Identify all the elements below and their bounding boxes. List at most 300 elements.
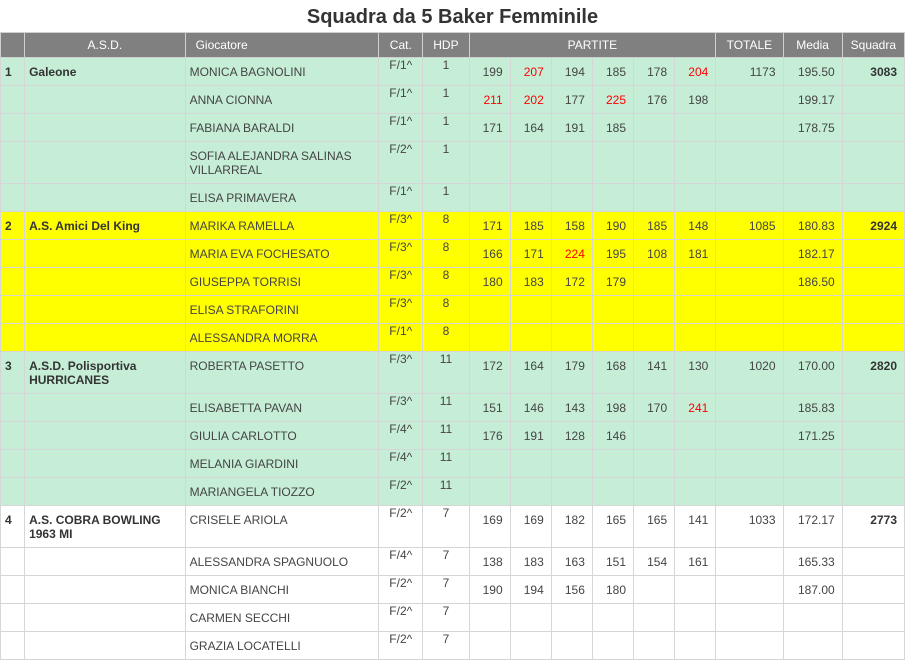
game-score: 156 <box>551 576 592 604</box>
team-total: 1033 <box>716 506 783 548</box>
game-score <box>675 114 716 142</box>
player-hdp: 1 <box>423 86 469 114</box>
game-score: 128 <box>551 422 592 450</box>
team-total <box>716 576 783 604</box>
game-score <box>469 478 510 506</box>
game-score: 185 <box>592 58 633 86</box>
game-score: 171 <box>469 212 510 240</box>
table-body <box>1 58 905 660</box>
player-hdp: 11 <box>423 478 469 506</box>
table-row <box>1 352 905 394</box>
player-media: 180.83 <box>783 212 842 240</box>
team-name <box>25 268 186 296</box>
game-score <box>551 604 592 632</box>
team-name <box>25 450 186 478</box>
game-score: 171 <box>510 240 551 268</box>
player-media: 170.00 <box>783 352 842 394</box>
game-score <box>551 142 592 184</box>
game-score <box>510 324 551 352</box>
game-score: 211 <box>469 86 510 114</box>
game-score <box>634 604 675 632</box>
game-score: 138 <box>469 548 510 576</box>
table-row <box>1 86 905 114</box>
game-score: 183 <box>510 268 551 296</box>
game-score: 176 <box>469 422 510 450</box>
game-score: 194 <box>551 58 592 86</box>
game-score <box>675 478 716 506</box>
game-score <box>469 142 510 184</box>
player-media: 178.75 <box>783 114 842 142</box>
table-row <box>1 114 905 142</box>
header-squadra: Squadra <box>842 33 904 58</box>
team-squadra: 3083 <box>842 58 904 86</box>
team-squadra <box>842 576 904 604</box>
player-category: F/3^ <box>379 212 423 240</box>
player-hdp: 11 <box>423 422 469 450</box>
player-media <box>783 296 842 324</box>
player-category: F/2^ <box>379 506 423 548</box>
game-score: 241 <box>675 394 716 422</box>
player-category: F/4^ <box>379 548 423 576</box>
player-name: MELANIA GIARDINI <box>185 450 379 478</box>
game-score <box>592 296 633 324</box>
game-score <box>551 632 592 660</box>
team-position <box>1 240 25 268</box>
team-total: 1085 <box>716 212 783 240</box>
game-score: 148 <box>675 212 716 240</box>
team-name <box>25 394 186 422</box>
player-media: 199.17 <box>783 86 842 114</box>
game-score <box>634 324 675 352</box>
game-score: 143 <box>551 394 592 422</box>
game-score: 185 <box>592 114 633 142</box>
player-name: ALESSANDRA MORRA <box>185 324 379 352</box>
player-name: ELISABETTA PAVAN <box>185 394 379 422</box>
team-position: 2 <box>1 212 25 240</box>
player-name: ROBERTA PASETTO <box>185 352 379 394</box>
game-score <box>675 296 716 324</box>
player-name: MARIA EVA FOCHESATO <box>185 240 379 268</box>
game-score <box>592 142 633 184</box>
table-row <box>1 240 905 268</box>
game-score <box>634 450 675 478</box>
game-score: 164 <box>510 352 551 394</box>
team-name <box>25 114 186 142</box>
game-score <box>675 632 716 660</box>
game-score: 183 <box>510 548 551 576</box>
game-score: 108 <box>634 240 675 268</box>
game-score <box>551 478 592 506</box>
team-total <box>716 296 783 324</box>
game-score: 185 <box>510 212 551 240</box>
team-name <box>25 632 186 660</box>
player-hdp: 7 <box>423 604 469 632</box>
team-squadra <box>842 268 904 296</box>
team-total <box>716 604 783 632</box>
game-score <box>469 604 510 632</box>
game-score <box>510 184 551 212</box>
team-total <box>716 268 783 296</box>
table-row <box>1 548 905 576</box>
player-hdp: 11 <box>423 450 469 478</box>
game-score: 199 <box>469 58 510 86</box>
game-score <box>592 324 633 352</box>
game-score: 177 <box>551 86 592 114</box>
player-hdp: 1 <box>423 114 469 142</box>
player-category: F/3^ <box>379 240 423 268</box>
player-category: F/2^ <box>379 576 423 604</box>
game-score <box>675 576 716 604</box>
standings-table <box>0 32 905 660</box>
player-hdp: 7 <box>423 548 469 576</box>
game-score <box>675 184 716 212</box>
game-score <box>675 450 716 478</box>
game-score: 204 <box>675 58 716 86</box>
team-position <box>1 184 25 212</box>
team-total: 1173 <box>716 58 783 86</box>
player-name: MONICA BAGNOLINI <box>185 58 379 86</box>
team-total <box>716 240 783 268</box>
game-score: 158 <box>551 212 592 240</box>
game-score: 180 <box>592 576 633 604</box>
team-position <box>1 422 25 450</box>
player-hdp: 8 <box>423 268 469 296</box>
game-score: 141 <box>675 506 716 548</box>
team-position: 4 <box>1 506 25 548</box>
player-name: CARMEN SECCHI <box>185 604 379 632</box>
player-category: F/4^ <box>379 422 423 450</box>
team-position <box>1 114 25 142</box>
team-position: 3 <box>1 352 25 394</box>
game-score <box>592 604 633 632</box>
game-score <box>469 296 510 324</box>
team-total <box>716 632 783 660</box>
team-name <box>25 86 186 114</box>
team-total <box>716 142 783 184</box>
player-category: F/1^ <box>379 324 423 352</box>
game-score: 182 <box>551 506 592 548</box>
table-header-row <box>1 33 905 58</box>
table-row <box>1 324 905 352</box>
game-score: 181 <box>675 240 716 268</box>
player-name: FABIANA BARALDI <box>185 114 379 142</box>
team-name: A.S.D. Polisportiva HURRICANES <box>25 352 186 394</box>
team-total <box>716 450 783 478</box>
team-squadra <box>842 422 904 450</box>
game-score: 168 <box>592 352 633 394</box>
table-row <box>1 58 905 86</box>
game-score <box>551 324 592 352</box>
player-hdp: 1 <box>423 184 469 212</box>
header-media: Media <box>783 33 842 58</box>
table-row <box>1 604 905 632</box>
player-hdp: 11 <box>423 352 469 394</box>
game-score: 198 <box>592 394 633 422</box>
header-totale: TOTALE <box>716 33 783 58</box>
game-score <box>675 324 716 352</box>
team-total: 1020 <box>716 352 783 394</box>
game-score: 151 <box>592 548 633 576</box>
team-squadra <box>842 548 904 576</box>
game-score <box>510 450 551 478</box>
team-position <box>1 604 25 632</box>
team-name <box>25 548 186 576</box>
player-name: ANNA CIONNA <box>185 86 379 114</box>
team-squadra <box>842 450 904 478</box>
team-name: A.S. COBRA BOWLING 1963 MI <box>25 506 186 548</box>
table-row <box>1 478 905 506</box>
player-hdp: 7 <box>423 632 469 660</box>
team-position <box>1 548 25 576</box>
team-squadra: 2773 <box>842 506 904 548</box>
player-hdp: 8 <box>423 240 469 268</box>
game-score: 151 <box>469 394 510 422</box>
game-score: 176 <box>634 86 675 114</box>
team-name: A.S. Amici Del King <box>25 212 186 240</box>
game-score: 169 <box>469 506 510 548</box>
player-hdp: 8 <box>423 296 469 324</box>
team-squadra <box>842 240 904 268</box>
team-name <box>25 576 186 604</box>
table-row <box>1 632 905 660</box>
player-media: 195.50 <box>783 58 842 86</box>
header-giocatore: Giocatore <box>185 33 379 58</box>
player-name: MARIANGELA TIOZZO <box>185 478 379 506</box>
game-score: 165 <box>634 506 675 548</box>
team-name <box>25 240 186 268</box>
team-squadra <box>842 142 904 184</box>
game-score <box>634 184 675 212</box>
table-row <box>1 576 905 604</box>
table-row <box>1 450 905 478</box>
team-name: Galeone <box>25 58 186 86</box>
game-score <box>510 632 551 660</box>
game-score: 185 <box>634 212 675 240</box>
table-row <box>1 268 905 296</box>
player-hdp: 8 <box>423 324 469 352</box>
game-score <box>675 422 716 450</box>
player-media <box>783 478 842 506</box>
team-squadra <box>842 296 904 324</box>
game-score <box>634 422 675 450</box>
table-row <box>1 422 905 450</box>
team-squadra <box>842 604 904 632</box>
game-score: 191 <box>551 114 592 142</box>
player-media <box>783 604 842 632</box>
player-media: 185.83 <box>783 394 842 422</box>
team-position <box>1 394 25 422</box>
game-score: 146 <box>510 394 551 422</box>
player-category: F/3^ <box>379 268 423 296</box>
team-name <box>25 422 186 450</box>
game-score <box>551 296 592 324</box>
game-score <box>469 632 510 660</box>
game-score: 207 <box>510 58 551 86</box>
player-name: ALESSANDRA SPAGNUOLO <box>185 548 379 576</box>
game-score: 194 <box>510 576 551 604</box>
team-squadra: 2820 <box>842 352 904 394</box>
game-score <box>469 324 510 352</box>
game-score <box>675 604 716 632</box>
game-score <box>675 142 716 184</box>
game-score: 225 <box>592 86 633 114</box>
game-score <box>634 478 675 506</box>
game-score <box>510 142 551 184</box>
team-position <box>1 296 25 324</box>
player-media <box>783 324 842 352</box>
team-total <box>716 548 783 576</box>
team-position <box>1 632 25 660</box>
game-score: 170 <box>634 394 675 422</box>
player-name: ELISA STRAFORINI <box>185 296 379 324</box>
game-score: 172 <box>469 352 510 394</box>
game-score: 163 <box>551 548 592 576</box>
game-score <box>592 632 633 660</box>
player-name: MARIKA RAMELLA <box>185 212 379 240</box>
team-position <box>1 478 25 506</box>
team-squadra <box>842 114 904 142</box>
team-name <box>25 296 186 324</box>
game-score: 171 <box>469 114 510 142</box>
game-score <box>510 296 551 324</box>
player-media: 182.17 <box>783 240 842 268</box>
player-name: SOFIA ALEJANDRA SALINAS VILLARREAL <box>185 142 379 184</box>
game-score <box>469 450 510 478</box>
team-position <box>1 450 25 478</box>
team-squadra <box>842 632 904 660</box>
game-score <box>551 184 592 212</box>
player-media <box>783 632 842 660</box>
player-media <box>783 450 842 478</box>
player-category: F/2^ <box>379 142 423 184</box>
header-partite: PARTITE <box>469 33 716 58</box>
player-category: F/2^ <box>379 632 423 660</box>
team-total <box>716 86 783 114</box>
game-score: 166 <box>469 240 510 268</box>
table-row <box>1 142 905 184</box>
team-position <box>1 576 25 604</box>
game-score: 202 <box>510 86 551 114</box>
player-name: GIULIA CARLOTTO <box>185 422 379 450</box>
player-category: F/1^ <box>379 114 423 142</box>
player-category: F/1^ <box>379 184 423 212</box>
game-score: 165 <box>592 506 633 548</box>
game-score: 224 <box>551 240 592 268</box>
player-name: GRAZIA LOCATELLI <box>185 632 379 660</box>
team-name <box>25 478 186 506</box>
player-category: F/3^ <box>379 352 423 394</box>
table-row <box>1 296 905 324</box>
game-score <box>592 184 633 212</box>
game-score: 190 <box>592 212 633 240</box>
game-score <box>634 632 675 660</box>
game-score <box>469 184 510 212</box>
game-score <box>675 268 716 296</box>
player-media: 186.50 <box>783 268 842 296</box>
player-category: F/1^ <box>379 58 423 86</box>
team-squadra <box>842 394 904 422</box>
table-row <box>1 212 905 240</box>
header-cat: Cat. <box>379 33 423 58</box>
team-squadra: 2924 <box>842 212 904 240</box>
player-category: F/2^ <box>379 604 423 632</box>
player-hdp: 1 <box>423 58 469 86</box>
player-media: 172.17 <box>783 506 842 548</box>
team-position <box>1 268 25 296</box>
team-name <box>25 604 186 632</box>
player-media: 165.33 <box>783 548 842 576</box>
game-score: 154 <box>634 548 675 576</box>
game-score <box>592 478 633 506</box>
game-score: 169 <box>510 506 551 548</box>
team-total <box>716 422 783 450</box>
player-media: 171.25 <box>783 422 842 450</box>
player-name: MONICA BIANCHI <box>185 576 379 604</box>
team-position <box>1 86 25 114</box>
game-score <box>634 576 675 604</box>
team-total <box>716 394 783 422</box>
player-media <box>783 142 842 184</box>
player-category: F/3^ <box>379 394 423 422</box>
game-score <box>510 604 551 632</box>
team-name <box>25 142 186 184</box>
game-score: 180 <box>469 268 510 296</box>
game-score: 130 <box>675 352 716 394</box>
game-score <box>551 450 592 478</box>
game-score: 198 <box>675 86 716 114</box>
game-score: 161 <box>675 548 716 576</box>
game-score: 179 <box>592 268 633 296</box>
team-position: 1 <box>1 58 25 86</box>
game-score: 195 <box>592 240 633 268</box>
header-asd: A.S.D. <box>25 33 186 58</box>
team-total <box>716 478 783 506</box>
team-position <box>1 324 25 352</box>
player-hdp: 1 <box>423 142 469 184</box>
table-row <box>1 506 905 548</box>
team-total <box>716 324 783 352</box>
player-category: F/2^ <box>379 478 423 506</box>
player-category: F/1^ <box>379 86 423 114</box>
team-squadra <box>842 324 904 352</box>
team-total <box>716 114 783 142</box>
team-squadra <box>842 86 904 114</box>
game-score: 141 <box>634 352 675 394</box>
player-hdp: 11 <box>423 394 469 422</box>
game-score: 172 <box>551 268 592 296</box>
player-name: GIUSEPPA TORRISI <box>185 268 379 296</box>
player-media: 187.00 <box>783 576 842 604</box>
player-hdp: 7 <box>423 576 469 604</box>
header-pos <box>1 33 25 58</box>
game-score <box>634 296 675 324</box>
game-score: 178 <box>634 58 675 86</box>
table-row <box>1 394 905 422</box>
team-name <box>25 184 186 212</box>
player-name: ELISA PRIMAVERA <box>185 184 379 212</box>
game-score <box>634 114 675 142</box>
game-score: 164 <box>510 114 551 142</box>
game-score <box>510 478 551 506</box>
game-score <box>634 268 675 296</box>
game-score: 190 <box>469 576 510 604</box>
player-category: F/3^ <box>379 296 423 324</box>
game-score <box>634 142 675 184</box>
game-score: 146 <box>592 422 633 450</box>
player-name: CRISELE ARIOLA <box>185 506 379 548</box>
game-score: 179 <box>551 352 592 394</box>
team-squadra <box>842 478 904 506</box>
